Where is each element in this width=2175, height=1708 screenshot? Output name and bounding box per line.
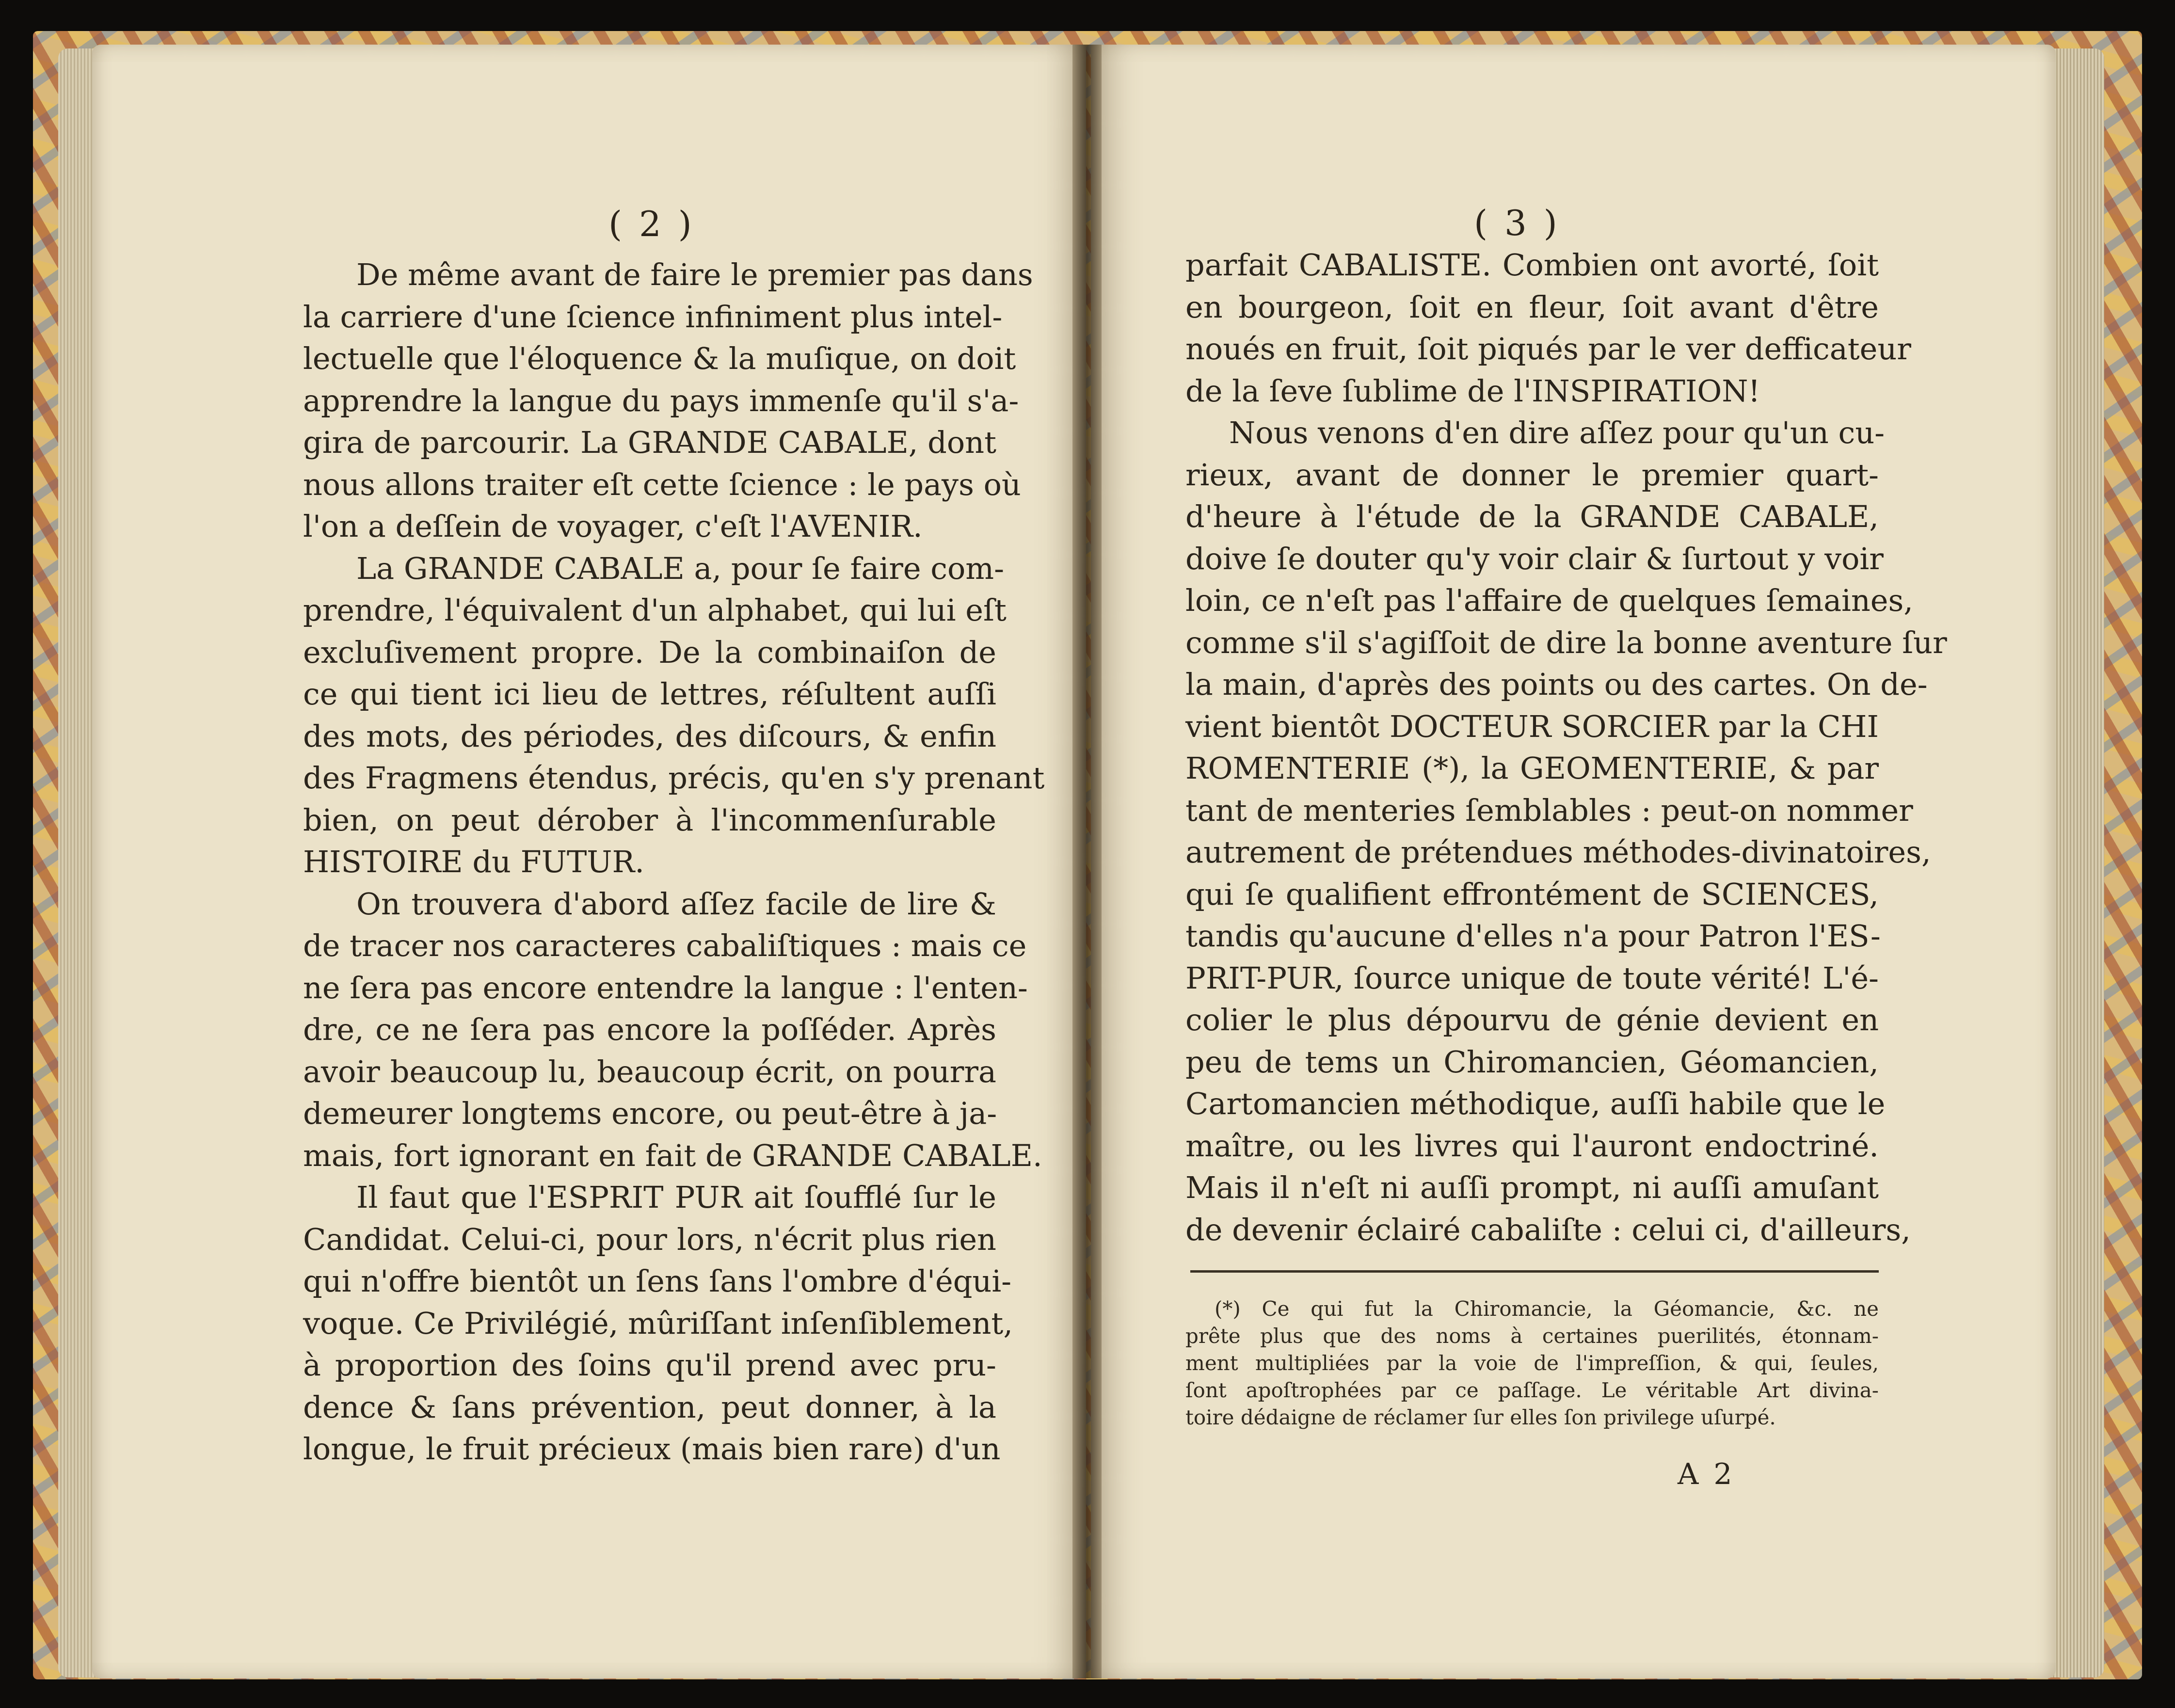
text-line: Nous venons d'en dire aſſez pour qu'un cu- <box>1229 415 1885 450</box>
left-page-body <box>303 254 1045 1470</box>
right-page-body <box>1185 244 1947 1251</box>
right-page-number: ( 3 ) <box>1474 203 1560 243</box>
footnote <box>1185 1295 1879 1431</box>
text-line: dence & ſans prévention, peut donner, à la <box>303 1389 996 1425</box>
text-line: PRIT-PUR, ſource unique de toute vérité! L'é- <box>1185 960 1879 996</box>
text-line: de la ſeve ſublime de l'INSPIRATION! <box>1185 373 1760 409</box>
text-line: doive ſe douter qu'y voir clair & ſurtout y voir <box>1185 541 1884 576</box>
text-line: voque. Ce Privilégié, mûriſſant inſenſiblement, <box>303 1305 1013 1341</box>
text-line: HISTOIRE du FUTUR. <box>303 844 644 879</box>
text-line: autrement de prétendues méthodes-divinatoires, <box>1185 834 1931 870</box>
text-line: des Fragmens étendus, précis, qu'en s'y prenant <box>303 760 1045 796</box>
right-page-edges <box>2051 48 2104 1677</box>
footnote-line: prête plus que des noms à certaines puerilités, étonnam- <box>1185 1324 1879 1348</box>
text-line: comme s'il s'agiſſoit de dire la bonne aventure ſur <box>1185 624 1947 660</box>
text-line: de tracer nos caracteres cabaliſtiques : mais ce <box>303 928 1027 963</box>
text-line: ne ſera pas encore entendre la langue : l'enten- <box>303 970 1028 1006</box>
text-line: loin, ce n'eſt pas l'affaire de quelques ſemaines, <box>1185 583 1914 618</box>
text-line: demeurer longtems encore, ou peut-être à ja- <box>303 1096 997 1131</box>
footnote-rule <box>1190 1270 1879 1273</box>
text-line: ce qui tient ici lieu de lettres, réſultent auſſi <box>303 676 996 712</box>
text-line: gira de parcourir. La GRANDE CABALE, dont <box>303 425 996 460</box>
text-line: parfait CABALISTE. Combien ont avorté, ſoit <box>1185 247 1879 283</box>
text-line: lectuelle que l'éloquence & la muſique, on doit <box>303 341 1016 376</box>
text-line: Mais il n'eſt ni auſſi prompt, ni auſſi amuſant <box>1185 1170 1879 1205</box>
text-line: Candidat. Celui-ci, pour lors, n'écrit plus rien <box>303 1221 996 1257</box>
text-line: prendre, l'équivalent d'un alphabet, qui lui eſt <box>303 592 1007 628</box>
text-line: La GRANDE CABALE a, pour ſe faire com- <box>356 550 1005 586</box>
signature-mark: A 2 <box>1678 1457 1735 1491</box>
footnote-line: (*) Ce qui fut la Chiromancie, la Géomancie, &c. ne <box>1215 1297 1879 1321</box>
text-line: nous allons traiter eſt cette ſcience : le pays où <box>303 466 1021 502</box>
text-line: à proportion des ſoins qu'il prend avec pru- <box>303 1347 996 1383</box>
text-line: de devenir éclairé cabaliſte : celui ci, d'ailleurs, <box>1185 1212 1911 1247</box>
text-line: qui ſe qualifient effrontément de SCIENCES, <box>1185 876 1879 912</box>
footnote-line: toire dédaigne de réclamer ſur elles ſon privilege uſurpé. <box>1185 1405 1776 1429</box>
text-line: apprendre la langue du pays immenſe qu'il s'a- <box>303 383 1019 418</box>
text-line: dre, ce ne ſera pas encore la poſſéder. Après <box>303 1012 996 1047</box>
text-line: peu de tems un Chiromancien, Géomancien, <box>1185 1044 1879 1080</box>
text-line: d'heure à l'étude de la GRANDE CABALE, <box>1185 499 1879 534</box>
text-line: colier le plus dépourvu de génie devient en <box>1185 1002 1879 1038</box>
text-line: tant de menteries ſemblables : peut-on nommer <box>1185 792 1913 828</box>
text-line: tandis qu'aucune d'elles n'a pour Patron l'ES- <box>1185 918 1881 954</box>
text-line: la carriere d'une ſcience infiniment plus intel- <box>303 299 1003 335</box>
text-line: l'on a deſſein de voyager, c'eſt l'AVENIR. <box>303 509 923 544</box>
text-line: rieux, avant de donner le premier quart- <box>1185 457 1879 493</box>
text-line: ROMENTERIE (*), la GEOMENTERIE, & par <box>1185 750 1879 786</box>
footnote-line: ment multipliées par la voie de l'impreſſion, & qui, ſeules, <box>1185 1351 1879 1375</box>
book-gutter <box>1072 45 1102 1678</box>
text-line: maître, ou les livres qui l'auront endoctriné. <box>1185 1128 1879 1164</box>
left-page-number: ( 2 ) <box>608 204 695 244</box>
text-line: vient bientôt DOCTEUR SORCIER par la CHI <box>1185 708 1879 744</box>
text-line: bien, on peut dérober à l'incommenſurable <box>303 802 996 838</box>
text-line: des mots, des périodes, des diſcours, & enfin <box>303 718 996 754</box>
text-line: On trouvera d'abord aſſez facile de lire & <box>356 886 996 922</box>
text-line: avoir beaucoup lu, beaucoup écrit, on pourra <box>303 1054 996 1089</box>
text-line: qui n'offre bientôt un ſens ſans l'ombre d'équi- <box>303 1263 1012 1299</box>
text-line: la main, d'après des points ou des cartes. On de- <box>1185 667 1928 702</box>
text-line: Il faut que l'ESPRIT PUR ait ſoufflé ſur le <box>356 1180 996 1215</box>
text-line: Cartomancien méthodique, auſſi habile que le <box>1185 1086 1886 1121</box>
text-line: longue, le fruit précieux (mais bien rare) d'un <box>303 1431 1001 1467</box>
left-page-edges <box>58 48 97 1677</box>
text-line: mais, fort ignorant en fait de GRANDE CABALE. <box>303 1137 1042 1173</box>
text-line: De même avant de faire le premier pas dans <box>356 257 1033 292</box>
text-line: excluſivement propre. De la combinaiſon de <box>303 634 996 670</box>
text-line: noués en fruit, ſoit piqués par le ver defficateur <box>1185 331 1911 367</box>
text-line: en bourgeon, ſoit en fleur, ſoit avant d'être <box>1185 289 1879 325</box>
footnote-line: ſont apoſtrophées par ce paſſage. Le véritable Art divina- <box>1185 1378 1879 1402</box>
